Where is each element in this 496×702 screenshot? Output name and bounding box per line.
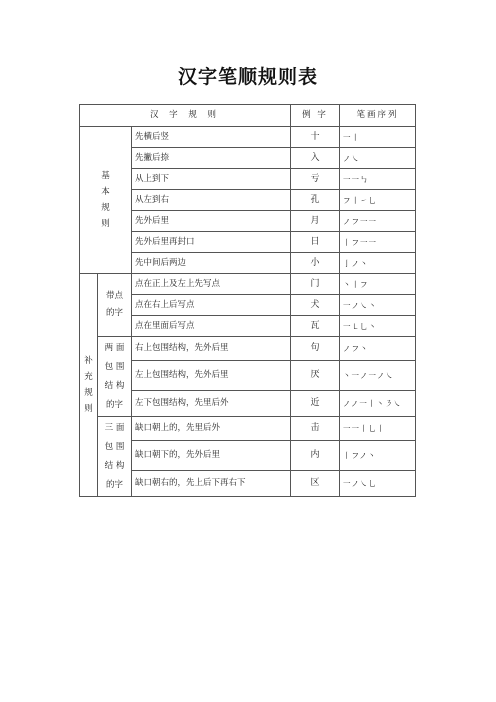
strokes-cell: 一一丨乚丨	[340, 417, 416, 441]
rule-cell: 先外后里再封口	[132, 232, 291, 253]
subcategory-cell-text: 包 围	[104, 361, 125, 372]
strokes-cell: ノフ一一	[340, 211, 416, 232]
strokes-cell: 一ノ㇏丶	[340, 295, 416, 316]
table-row	[80, 337, 416, 361]
rule-cell: 从左到右	[132, 190, 291, 211]
rule-cell: 点在右上后写点	[132, 295, 291, 316]
rule-cell: 从上到下	[132, 169, 291, 190]
subcategory-cell	[98, 274, 132, 337]
subcategory-cell-text: 的字	[105, 308, 123, 318]
strokes-cell: 丨フ一一	[340, 232, 416, 253]
strokes-cell: 一丨	[340, 127, 416, 148]
subcategory-cell-text: 三 面	[104, 422, 125, 433]
subcategory-cell-text: 带点	[105, 291, 123, 301]
rule-cell: 缺口朝上的，先里后外	[132, 417, 291, 441]
category-supplement-text: 规	[84, 388, 93, 398]
strokes-cell: フ丨㇀乚	[340, 190, 416, 211]
strokes-cell: 一一㇉	[340, 169, 416, 190]
example-cell: 入	[291, 148, 340, 169]
header-example: 例 字	[291, 105, 340, 127]
strokes-cell: ノノ一丨丶㇋㇏	[340, 391, 416, 417]
category-supplement-text: 则	[84, 404, 93, 414]
subcategory-cell	[98, 337, 132, 417]
subcategory-cell-text: 的字	[105, 479, 123, 490]
strokes-cell: 丶一ノ一ノ㇏	[340, 361, 416, 391]
example-cell: 句	[291, 337, 340, 361]
example-cell: 区	[291, 471, 340, 497]
example-cell: 孔	[291, 190, 340, 211]
example-cell: 近	[291, 391, 340, 417]
example-cell: 内	[291, 441, 340, 471]
example-cell: 门	[291, 274, 340, 295]
example-cell: 月	[291, 211, 340, 232]
category-basic-text: 基	[101, 171, 110, 181]
table-body	[80, 105, 416, 497]
category-supplement-text: 补	[84, 356, 93, 366]
stroke-rules-table	[79, 104, 416, 497]
example-cell: 厌	[291, 361, 340, 391]
table-row	[80, 417, 416, 441]
category-basic-text: 本	[101, 187, 110, 197]
rule-cell: 左上包围结构，先外后里	[132, 361, 291, 391]
strokes-cell: 亅ノ丶	[340, 253, 416, 274]
strokes-cell: ノ㇏	[340, 148, 416, 169]
strokes-cell: 一㇄乚丶	[340, 316, 416, 337]
table-row	[80, 274, 416, 295]
header-row	[80, 105, 416, 127]
example-cell: 日	[291, 232, 340, 253]
strokes-cell: 一ノ㇏乚	[340, 471, 416, 497]
subcategory-cell-text: 包 围	[104, 441, 125, 452]
table-row	[80, 127, 416, 148]
rule-cell: 缺口朝右的，先上后下再右下	[132, 471, 291, 497]
rule-cell: 左下包围结构，先里后外	[132, 391, 291, 417]
rule-cell: 点在正上及左上先写点	[132, 274, 291, 295]
category-basic	[80, 127, 132, 274]
example-cell: 亏	[291, 169, 340, 190]
header-rule: 汉 字 规 则	[80, 105, 291, 127]
strokes-cell: 丨フノ丶	[340, 441, 416, 471]
example-cell: 小	[291, 253, 340, 274]
example-cell: 犬	[291, 295, 340, 316]
rule-cell: 缺口朝下的，先外后里	[132, 441, 291, 471]
category-supplement	[80, 274, 98, 497]
subcategory-cell-text: 结 构	[104, 380, 125, 391]
rule-cell: 先横后竖	[132, 127, 291, 148]
subcategory-cell	[98, 417, 132, 497]
example-cell: 击	[291, 417, 340, 441]
subcategory-cell-text: 的字	[105, 399, 123, 410]
rule-cell: 先中间后两边	[132, 253, 291, 274]
rule-cell: 点在里面后写点	[132, 316, 291, 337]
category-basic-text: 则	[101, 219, 110, 229]
rule-cell: 右上包围结构，先外后里	[132, 337, 291, 361]
subcategory-cell-text: 结 构	[104, 460, 125, 471]
rule-cell: 先外后里	[132, 211, 291, 232]
category-supplement-text: 充	[84, 372, 93, 382]
subcategory-cell-text: 两 面	[104, 342, 125, 353]
example-cell: 十	[291, 127, 340, 148]
header-strokes: 笔画序列	[340, 105, 416, 127]
category-basic-text: 规	[101, 203, 110, 213]
strokes-cell: ノフ丶	[340, 337, 416, 361]
strokes-cell: 丶丨フ	[340, 274, 416, 295]
rule-cell: 先撇后捺	[132, 148, 291, 169]
example-cell: 瓦	[291, 316, 340, 337]
page-title: 汉字笔顺规则表	[177, 66, 318, 88]
